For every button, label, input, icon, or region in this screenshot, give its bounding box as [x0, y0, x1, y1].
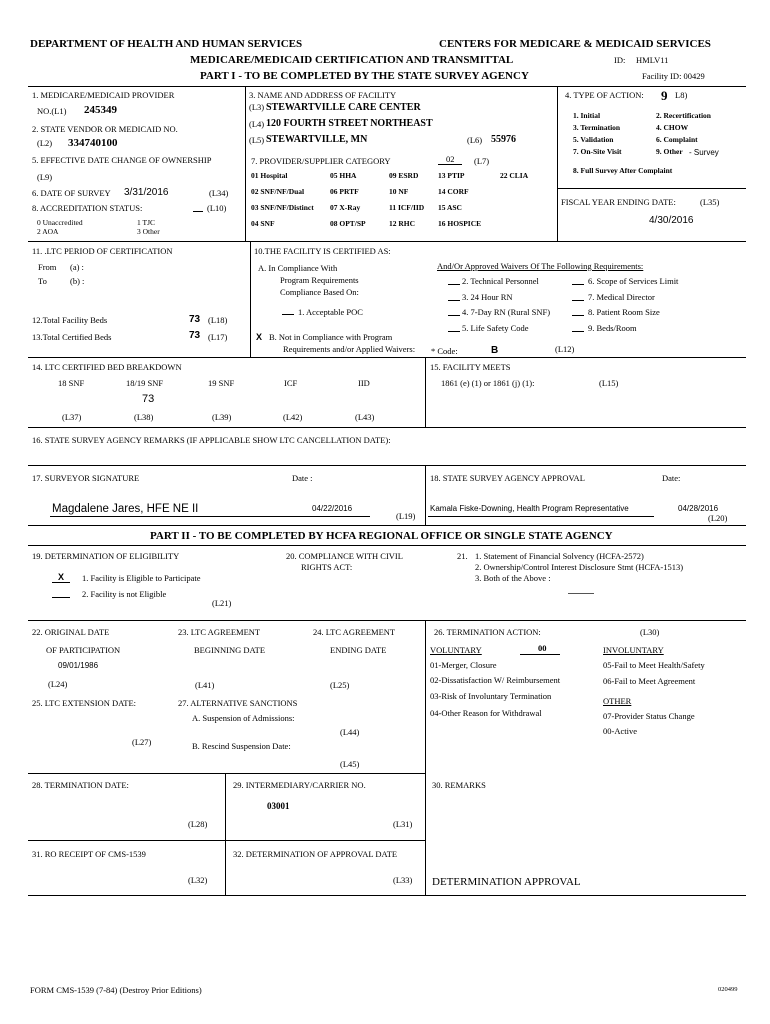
w5-blank — [448, 331, 460, 332]
l10-label: (L10) — [207, 203, 227, 213]
s10-label: 10.THE FACILITY IS CERTIFIED AS: — [254, 246, 391, 256]
cat-02: 02 SNF/NF/Dual — [251, 187, 305, 196]
category-blank — [438, 164, 462, 165]
l27-label: (L27) — [132, 737, 152, 747]
action-6: 6. Complaint — [656, 135, 698, 144]
col-19snf: 19 SNF — [208, 378, 235, 388]
s24-label: 24. LTC AGREEMENT — [313, 627, 396, 637]
survey-date: 3/31/2016 — [124, 187, 169, 198]
cat-14: 14 CORF — [438, 187, 469, 196]
w4-blank — [448, 315, 460, 316]
cat-15: 15 ASC — [438, 203, 462, 212]
form-number: FORM CMS-1539 (7-84) (Destroy Prior Editions) — [30, 985, 202, 995]
involuntary-label: INVOLUNTARY — [603, 645, 664, 655]
rule — [557, 86, 558, 241]
part1-title: PART I - TO BE COMPLETED BY THE STATE SURVEY AGENCY — [200, 70, 529, 82]
action-3: 3. Termination — [573, 123, 621, 132]
vol-02: 02-Dissatisfaction W/ Reimbursement — [430, 675, 561, 685]
inv-05: 05-Fail to Meet Health/Safety — [603, 660, 705, 670]
approver-name: Kamala Fiske-Downing, Health Program Representative — [430, 504, 629, 513]
rule — [28, 427, 746, 428]
l20-label: (L20) — [708, 513, 728, 523]
rule — [250, 241, 251, 357]
s21-1: 1. Statement of Financial Solvency (HCFA-2572) — [475, 551, 644, 561]
w8-blank — [572, 315, 584, 316]
waiver-7: 7. Medical Director — [588, 292, 655, 302]
l6-label: (L6) — [467, 135, 483, 145]
l42-label: (L42) — [283, 412, 303, 422]
l2-label: (L2) — [37, 138, 53, 148]
s25-label: 25. LTC EXTENSION DATE: — [32, 698, 137, 708]
s22-label: 22. ORIGINAL DATE — [32, 627, 110, 637]
l25-label: (L25) — [330, 680, 350, 690]
s32-label: 32. DETERMINATION OF APPROVAL DATE — [233, 849, 398, 859]
l3-label: (L3) — [249, 102, 265, 112]
cat-03: 03 SNF/NF/Distinct — [251, 203, 314, 212]
col-1819snf: 18/19 SNF — [126, 378, 164, 388]
s16-label: 16. STATE SURVEY AGENCY REMARKS (IF APPLICABLE SHOW LTC CANCELLATION DATE): — [32, 435, 391, 445]
l43-label: (L43) — [355, 412, 375, 422]
cat-13: 13 PTIP — [438, 171, 465, 180]
carrier-number: 03001 — [267, 801, 290, 811]
id-label: ID: — [614, 55, 626, 65]
s15-label: 15. FACILITY MEETS — [430, 362, 511, 372]
action-other-value: - Survey — [689, 148, 719, 157]
waiver-title: And/Or Approved Waivers Of The Following Requirements: — [437, 261, 644, 271]
approval-line — [428, 516, 654, 517]
acc-0: 0 Unaccredited — [37, 218, 83, 227]
part2-title: PART II - TO BE COMPLETED BY HCFA REGIONAL OFFICE OR SINGLE STATE AGENCY — [150, 530, 613, 542]
cat-22: 22 CLIA — [500, 171, 529, 180]
from-label: From — [38, 262, 57, 272]
action-9: 9. Other — [656, 147, 683, 156]
poc-blank — [282, 314, 294, 315]
l24-label: (L24) — [48, 679, 68, 689]
action-4: 4. CHOW — [656, 123, 689, 132]
s29-label: 29. INTERMEDIARY/CARRIER NO. — [233, 780, 366, 790]
acc-2: 2 AOA — [37, 227, 59, 236]
action-8: 8. Full Survey After Complaint — [573, 166, 673, 175]
vol-03: 03-Risk of Involuntary Termination — [430, 691, 552, 701]
facility-street: 120 FOURTH STREET NORTHEAST — [266, 118, 433, 129]
s8-label: 8. ACCREDITATION STATUS: — [32, 203, 143, 213]
rule — [28, 525, 746, 526]
s1-label: 1. MEDICARE/MEDICAID PROVIDER — [32, 90, 175, 100]
approval-date: 04/28/2016 — [678, 504, 719, 513]
l5-label: (L5) — [249, 135, 265, 145]
l37-label: (L37) — [62, 412, 82, 422]
l38-label: (L38) — [134, 412, 154, 422]
noncompliance-mark: X — [256, 332, 263, 342]
acc-3: 3 Other — [137, 227, 160, 236]
l7-label: (L7) — [474, 156, 490, 166]
s11-label: 11. .LTC PERIOD OF CERTIFICATION — [32, 246, 173, 256]
accreditation-blank — [193, 211, 203, 212]
eligible-1: 1. Facility is Eligible to Participate — [82, 573, 201, 583]
s14-label: 14. LTC CERTIFIED BED BREAKDOWN — [32, 362, 182, 372]
rule — [28, 241, 746, 242]
l34-label: (L34) — [209, 188, 229, 198]
facility-id: Facility ID: 00429 — [642, 71, 705, 81]
s19-label: 19. DETERMINATION OF ELIGIBILITY — [32, 551, 180, 561]
l39-label: (L39) — [212, 412, 232, 422]
w6-blank — [572, 284, 584, 285]
voluntary-label: VOLUNTARY — [430, 645, 482, 655]
rule — [425, 465, 426, 525]
fiscal-label: FISCAL YEAR ENDING DATE: — [561, 197, 676, 207]
vol-01: 01-Merger, Closure — [430, 660, 497, 670]
fiscal-date: 4/30/2016 — [649, 215, 694, 226]
waiver-9: 9. Beds/Room — [588, 323, 637, 333]
waiver-5: 5. Life Safety Code — [462, 323, 529, 333]
cat-09: 09 ESRD — [389, 171, 419, 180]
surveyor-date: 04/22/2016 — [312, 504, 353, 513]
s15-text: 1861 (e) (1) or 1861 (j) (1): — [441, 378, 535, 388]
s24-label2: ENDING DATE — [330, 645, 387, 655]
form-code: 020499 — [718, 986, 738, 993]
action-2: 2. Recertification — [656, 111, 711, 120]
s5-label: 5. EFFECTIVE DATE CHANGE OF OWNERSHIP — [32, 155, 212, 165]
eligible-2: 2. Facility is not Eligible — [82, 589, 167, 599]
rule — [28, 465, 746, 466]
provider-number: 245349 — [84, 104, 117, 116]
cat-11: 11 ICF/IID — [389, 203, 425, 212]
l18-label: (L18) — [208, 315, 228, 325]
l15-label: (L15) — [599, 378, 619, 388]
signature-line — [50, 516, 370, 517]
facility-zip: 55976 — [491, 134, 516, 145]
s27-label: 27. ALTERNATIVE SANCTIONS — [178, 698, 298, 708]
w9-blank — [572, 331, 584, 332]
s21-num: 21. — [457, 551, 468, 561]
s21-blank — [568, 593, 594, 594]
s4-label: 4. TYPE OF ACTION: — [565, 90, 644, 100]
action-1: 1. Initial — [573, 111, 601, 120]
l17-label: (L17) — [208, 332, 228, 342]
s21-3: 3. Both of the Above : — [475, 573, 551, 583]
col-18snf: 18 SNF — [58, 378, 85, 388]
s27-a: A. Suspension of Admissions: — [192, 713, 295, 723]
rule — [28, 545, 746, 546]
form-title: MEDICARE/MEDICAID CERTIFICATION AND TRANSMITTAL — [190, 54, 514, 66]
cat-16: 16 HOSPICE — [438, 219, 482, 228]
s13-label: 13.Total Certified Beds — [32, 332, 112, 342]
l30-label: (L30) — [640, 627, 660, 637]
s10-a2: Program Requirements — [280, 275, 359, 285]
waiver-2: 2. Technical Personnel — [462, 276, 539, 286]
l4-label: (L4) — [249, 119, 265, 129]
id-value: HMLV11 — [636, 55, 669, 65]
s18-date-label: Date: — [662, 473, 681, 483]
w3-blank — [448, 300, 460, 301]
rule — [245, 86, 246, 241]
l44-label: (L44) — [340, 727, 360, 737]
l31-label: (L31) — [393, 819, 413, 829]
waiver-8: 8. Patient Room Size — [588, 307, 660, 317]
from-a: (a) : — [70, 262, 84, 272]
to-b: (b) : — [70, 276, 85, 286]
s17-label: 17. SURVEYOR SIGNATURE — [32, 473, 140, 483]
determination-approval: DETERMINATION APPROVAL — [432, 876, 581, 888]
s10-poc: 1. Acceptable POC — [298, 307, 363, 317]
s3-label: 3. NAME AND ADDRESS OF FACILITY — [249, 90, 397, 100]
l35-label: (L35) — [700, 197, 720, 207]
l41-label: (L41) — [195, 680, 215, 690]
col-iid: IID — [358, 378, 370, 388]
l33-label: (L33) — [393, 875, 413, 885]
waiver-6: 6. Scope of Services Limit — [588, 276, 679, 286]
code-value: B — [491, 345, 499, 356]
termination-value: 00 — [538, 643, 547, 653]
s26-label: 26. TERMINATION ACTION: — [434, 627, 541, 637]
l9-label: (L9) — [37, 172, 53, 182]
termination-blank — [520, 654, 560, 655]
rule — [225, 773, 226, 895]
category-value: 02 — [446, 154, 455, 164]
l28-label: (L28) — [188, 819, 208, 829]
rule — [28, 357, 746, 358]
s23-label2: BEGINNING DATE — [194, 645, 266, 655]
s1-no-label: NO.(L1) — [37, 106, 67, 116]
s7-label: 7. PROVIDER/SUPPLIER CATEGORY — [251, 156, 391, 166]
rule — [28, 86, 746, 87]
l12-label: (L12) — [555, 344, 575, 354]
rule — [28, 840, 425, 841]
facility-city: STEWARTVILLE, MN — [266, 134, 368, 145]
rule — [425, 357, 426, 427]
eligible-mark: X — [58, 572, 65, 582]
w7-blank — [572, 300, 584, 301]
cat-08: 08 OPT/SP — [330, 219, 366, 228]
rule — [28, 773, 425, 774]
vol-04: 04-Other Reason for Withdrawal — [430, 708, 542, 718]
l32-label: (L32) — [188, 875, 208, 885]
dept-title: DEPARTMENT OF HEALTH AND HUMAN SERVICES — [30, 38, 303, 50]
s10-a3: Compliance Based On: — [280, 287, 359, 297]
s10-b2: Requirements and/or Applied Waivers: — [283, 344, 416, 354]
action-7: 7. On-Site Visit — [573, 147, 622, 156]
s20-label2: RIGHTS ACT: — [301, 562, 353, 572]
rule — [28, 620, 746, 621]
to-label: To — [38, 276, 47, 286]
acc-1: 1 TJC — [137, 218, 155, 227]
inv-06: 06-Fail to Meet Agreement — [603, 676, 696, 686]
vendor-number: 334740100 — [68, 137, 118, 149]
s23-label: 23. LTC AGREEMENT — [178, 627, 261, 637]
s17-date-label: Date : — [292, 473, 313, 483]
cat-01: 01 Hospital — [251, 171, 288, 180]
s31-label: 31. RO RECEIPT OF CMS-1539 — [32, 849, 146, 859]
s21-2: 2. Ownership/Control Interest Disclosure Stmt (HCFA-1513) — [475, 562, 684, 572]
cat-12: 12 RHC — [389, 219, 416, 228]
waiver-3: 3. 24 Hour RN — [462, 292, 513, 302]
s30-label: 30. REMARKS — [432, 780, 486, 790]
rule — [28, 895, 746, 896]
s10-a: A. In Compliance With — [258, 263, 338, 273]
s28-label: 28. TERMINATION DATE: — [32, 780, 129, 790]
s10-b: B. Not in Compliance with Program — [269, 332, 393, 342]
facility-name: STEWARTVILLE CARE CENTER — [266, 102, 421, 113]
cat-06: 06 PRTF — [330, 187, 359, 196]
cat-07: 07 X-Ray — [330, 203, 361, 212]
s18-label: 18. STATE SURVEY AGENCY APPROVAL — [430, 473, 585, 483]
rule — [425, 620, 426, 895]
l21-label: (L21) — [212, 598, 232, 608]
s2-label: 2. STATE VENDOR OR MEDICAID NO. — [32, 124, 178, 134]
original-date: 09/01/1986 — [58, 661, 99, 670]
s12-label: 12.Total Facility Beds — [32, 315, 108, 325]
l8-label: L8) — [675, 90, 688, 100]
s20-label: 20. COMPLIANCE WITH CIVIL — [286, 551, 403, 561]
certified-beds: 73 — [189, 330, 201, 341]
other-07: 07-Provider Status Change — [603, 711, 695, 721]
surveyor-name: Magdalene Jares, HFE NE II — [52, 503, 199, 515]
cat-04: 04 SNF — [251, 219, 275, 228]
not-eligible-blank — [52, 597, 70, 598]
cms-title: CENTERS FOR MEDICARE & MEDICAID SERVICES — [439, 38, 711, 50]
action-type-value: 9 — [661, 88, 668, 103]
other-00: 00-Active — [603, 726, 637, 736]
s27-b: B. Rescind Suspension Date: — [192, 741, 291, 751]
other-label: OTHER — [603, 696, 632, 706]
code-label: * Code: — [431, 346, 458, 356]
rule — [557, 188, 746, 189]
col-icf: ICF — [284, 378, 298, 388]
l19-label: (L19) — [396, 511, 416, 521]
beds-1819: 73 — [142, 393, 155, 405]
l45-label: (L45) — [340, 759, 360, 769]
cat-10: 10 NF — [389, 187, 409, 196]
s6-label: 6. DATE OF SURVEY — [32, 188, 111, 198]
s22-label2: OF PARTICIPATION — [46, 645, 121, 655]
total-beds: 73 — [189, 314, 201, 325]
w2-blank — [448, 284, 460, 285]
waiver-4: 4. 7-Day RN (Rural SNF) — [462, 307, 551, 317]
cat-05: 05 HHA — [330, 171, 357, 180]
action-5: 5. Validation — [573, 135, 614, 144]
